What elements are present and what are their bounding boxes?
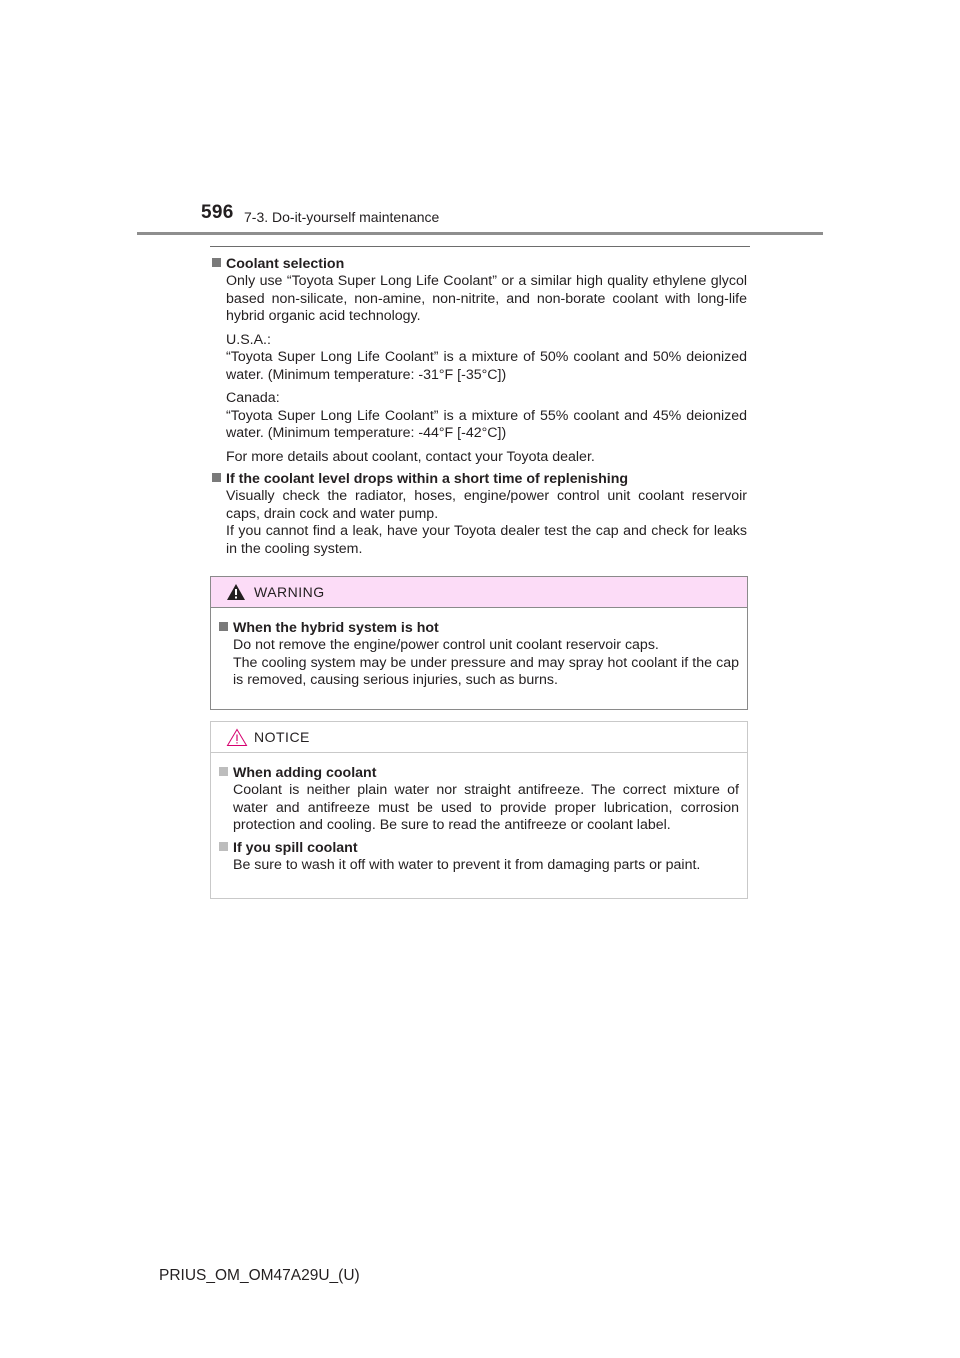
notice-body (211, 753, 747, 874)
usa-label: U.S.A.: (226, 331, 271, 348)
usa-text: “Toyota Super Long Life Coolant” is a mixture of 50% coolant and 50% deionized water. (Minimum temperature: -31°F [-35°C]) (226, 349, 747, 383)
main-content (210, 256, 747, 558)
warning-item-line2: The cooling system may be under pressure and may spray hot coolant if the cap is removed, causing serious injuries, such as burns. (233, 654, 739, 688)
coolant-selection-intro: Only use “Toyota Super Long Life Coolant” or a similar high quality ethylene glycol based non-silicate, non-amine, non-nitrite, and non-borate coolant with long-life hybrid organic acid technology. (226, 273, 747, 324)
level-drops-heading (210, 471, 747, 488)
coolant-details: For more details about coolant, contact your Toyota dealer. (226, 448, 595, 465)
square-bullet-icon (219, 622, 228, 631)
warning-body (211, 608, 747, 690)
warning-icon (226, 583, 246, 601)
warning-item-title: When the hybrid system is hot (233, 620, 439, 636)
level-drops-title: If the coolant level drops within a short time of replenishing (226, 471, 629, 487)
warning-item-heading (217, 620, 739, 637)
notice-item-heading (217, 840, 739, 857)
canada-text: “Toyota Super Long Life Coolant” is a mixture of 55% coolant and 45% deionized water. (Minimum temperature: -44°F [-42°C]) (226, 407, 747, 441)
canada-label: Canada: (226, 390, 280, 406)
level-drops-line2: If you cannot find a leak, have your Toyota dealer test the cap and check for leaks in the cooling system. (226, 523, 747, 557)
header-divider (137, 232, 823, 235)
warning-item-line1: Do not remove the engine/power control unit coolant reservoir caps. (233, 637, 659, 653)
notice-item-text: Be sure to wash it off with water to prevent it from damaging parts or paint. (233, 856, 701, 873)
square-bullet-icon (219, 842, 228, 851)
square-bullet-icon (212, 473, 221, 482)
warning-header (211, 577, 747, 608)
notice-box (210, 721, 748, 899)
notice-item-title: When adding coolant (233, 765, 377, 781)
notice-item-text: Coolant is neither plain water nor straight antifreeze. The correct mixture of water and antifreeze must be used to provide proper lubrication, corrosion protection and cooling. Be sure to read the antifreeze or coolant label. (233, 782, 739, 833)
square-bullet-icon (212, 258, 221, 267)
content-divider (210, 246, 750, 247)
level-drops-line1: Visually check the radiator, hoses, engine/power control unit coolant reservoir caps, drain cock and water pump. (226, 488, 747, 522)
coolant-selection-heading (210, 256, 747, 273)
notice-label: NOTICE (254, 729, 310, 745)
coolant-selection-title: Coolant selection (226, 256, 345, 272)
section-title: 7-3. Do-it-yourself maintenance (244, 209, 440, 225)
warning-label: WARNING (254, 584, 325, 600)
notice-item-title: If you spill coolant (233, 839, 358, 856)
page-number: 596 (201, 202, 234, 223)
warning-box (210, 576, 748, 710)
footer-doc-code: PRIUS_OM_OM47A29U_(U) (159, 1267, 360, 1284)
square-bullet-icon (219, 767, 228, 776)
notice-header (211, 722, 747, 753)
notice-icon (226, 728, 248, 747)
notice-item-heading (217, 765, 739, 782)
